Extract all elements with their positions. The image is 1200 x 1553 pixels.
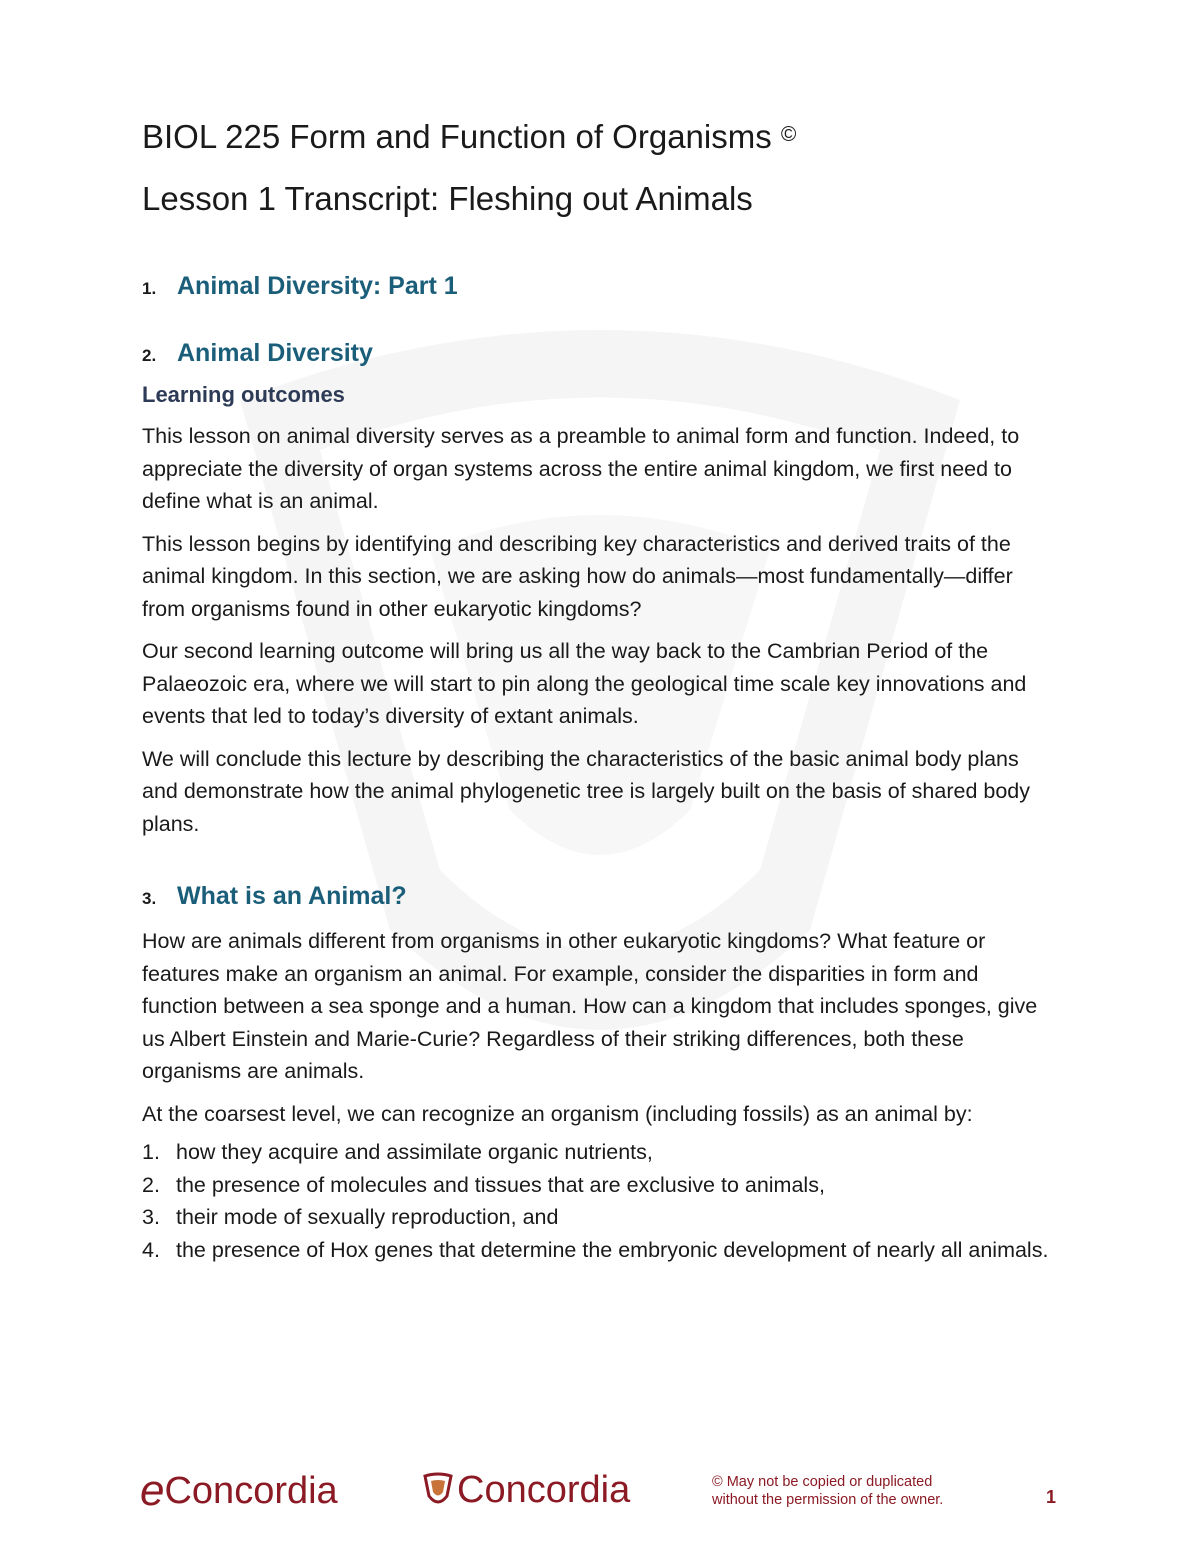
paragraph: At the coarsest level, we can recognize an organism (including fossils) as an animal by: [142,1101,973,1126]
paragraph: This lesson begins by identifying and describing key characteristics and derived traits of the animal kingdom. In this section, we are asking how do animals—most fundamentally—differ from organisms found in other eukaryotic kingdoms? [142,531,1013,621]
copyright-symbol: © [780,123,797,146]
section-number: 3. [142,889,157,908]
section-heading-1 [142,272,1057,301]
section-number: 2. [142,346,157,365]
criteria-list [142,1136,1057,1266]
list-item: 2. the presence of molecules and tissues that are exclusive to animals, [142,1172,825,1197]
section-number: 1. [142,279,157,298]
list-item: 1. how they acquire and assimilate organic nutrients, [142,1140,653,1164]
section-title: Animal Diversity: Part 1 [177,272,458,300]
paragraph: How are animals different from organisms in other eukaryotic kingdoms? What feature or features make an organism an animal. For example, consider the disparities in form and function between a sea sponge and a human. How can a kingdom that includes sponges, give us Albert Einstein and Marie-Curie? Regardless of their striking differences, both these organisms are animals. [142,929,1038,1083]
copyright-notice: © May not be copied or duplicated without the permission of the owner. [712,1474,944,1508]
page-number: 1 [1046,1487,1057,1507]
document-title: BIOL 225 Form and Function of Organisms © [142,118,797,155]
document-body [142,108,1057,1266]
section-title: Animal Diversity [177,339,373,367]
page-footer [0,1465,1200,1545]
concordia-logo: Concordia [423,1469,630,1512]
paragraph: Our second learning outcome will bring us all the way back to the Cambrian Period of the Palaeozoic era, where we will start to pin along the geological time scale key innovations and events that led to today’s diversity of extant animals. [142,639,1027,728]
section-heading-3 [142,882,1057,911]
document-subtitle: Lesson 1 Transcript: Fleshing out Animals [142,180,753,217]
learning-outcomes-heading: Learning outcomes [142,382,345,407]
list-item: 4. the presence of Hox genes that determine the embryonic development of nearly all animals. [142,1237,1049,1262]
econcordia-logo: e Concordia [140,1466,338,1515]
concordia-shield-icon [423,1472,453,1510]
paragraph: This lesson on animal diversity serves as a preamble to animal form and function. Indeed, to appreciate the diversity of organ systems across the entire animal kingdom, we first need to define what is an animal. [142,424,1020,513]
paragraph: We will conclude this lecture by describing the characteristics of the basic animal body plans and demonstrate how the animal phylogenetic tree is largely built on the basis of shared body plans. [142,746,1031,836]
section-title: What is an Animal? [177,882,407,910]
logo-e-mark: e [140,1466,165,1515]
section-heading-2 [142,339,1057,368]
list-item: 3. their mode of sexually reproduction, and [142,1205,559,1229]
